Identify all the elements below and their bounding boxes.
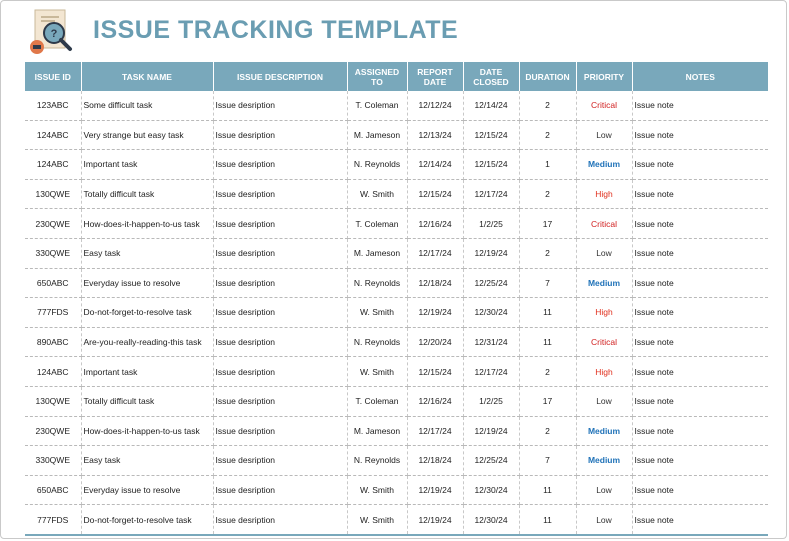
assigned-to-cell: T. Coleman: [347, 209, 407, 239]
duration-cell: 2: [519, 357, 576, 387]
date-closed-cell: 12/17/24: [463, 179, 519, 209]
duration-cell: 2: [519, 238, 576, 268]
issue-id-cell: 130QWE: [25, 179, 81, 209]
priority-cell: Medium: [576, 416, 632, 446]
assigned-to-cell: N. Reynolds: [347, 446, 407, 476]
table-row: [25, 91, 768, 120]
priority-cell: Low: [576, 120, 632, 150]
notes-cell: Issue note: [632, 446, 768, 476]
issue-description-cell: Issue desription: [213, 327, 347, 357]
assigned-to-cell: N. Reynolds: [347, 268, 407, 298]
task-name-cell: Are-you-really-reading-this task: [81, 327, 213, 357]
issue-description-cell: Issue desription: [213, 150, 347, 180]
issue-description-cell: Issue desription: [213, 475, 347, 505]
issue-id-cell: 124ABC: [25, 120, 81, 150]
priority-cell: Low: [576, 505, 632, 535]
priority-cell: High: [576, 357, 632, 387]
duration-cell: 2: [519, 120, 576, 150]
column-header: NOTES: [632, 62, 768, 91]
report-date-cell: 12/19/24: [407, 505, 463, 535]
date-closed-cell: 1/2/25: [463, 386, 519, 416]
date-closed-cell: 12/15/24: [463, 150, 519, 180]
table-row: [25, 238, 768, 268]
report-date-cell: 12/18/24: [407, 446, 463, 476]
task-name-cell: Do-not-forget-to-resolve task: [81, 505, 213, 535]
date-closed-cell: 12/31/24: [463, 327, 519, 357]
column-header: PRIORITY: [576, 62, 632, 91]
report-date-cell: 12/19/24: [407, 298, 463, 328]
notes-cell: Issue note: [632, 386, 768, 416]
issue-id-cell: 130QWE: [25, 386, 81, 416]
page-title: ISSUE TRACKING TEMPLATE: [93, 16, 459, 44]
date-closed-cell: 12/25/24: [463, 446, 519, 476]
column-header: TASK NAME: [81, 62, 213, 91]
table-row: [25, 475, 768, 505]
issue-description-cell: Issue desription: [213, 298, 347, 328]
priority-cell: Medium: [576, 268, 632, 298]
priority-cell: Low: [576, 386, 632, 416]
issue-table: [25, 62, 768, 536]
issue-id-cell: 777FDS: [25, 298, 81, 328]
issue-id-cell: 330QWE: [25, 238, 81, 268]
date-closed-cell: 12/25/24: [463, 268, 519, 298]
table-row: [25, 505, 768, 535]
duration-cell: 7: [519, 446, 576, 476]
task-name-cell: Easy task: [81, 238, 213, 268]
notes-cell: Issue note: [632, 120, 768, 150]
report-date-cell: 12/17/24: [407, 416, 463, 446]
notes-cell: Issue note: [632, 475, 768, 505]
report-date-cell: 12/16/24: [407, 209, 463, 239]
column-header: DATE CLOSED: [463, 62, 519, 91]
task-name-cell: Very strange but easy task: [81, 120, 213, 150]
issue-description-cell: Issue desription: [213, 238, 347, 268]
issue-description-cell: Issue desription: [213, 209, 347, 239]
column-header: ISSUE DESCRIPTION: [213, 62, 347, 91]
assigned-to-cell: M. Jameson: [347, 416, 407, 446]
report-date-cell: 12/18/24: [407, 268, 463, 298]
column-header: ASSIGNED TO: [347, 62, 407, 91]
table-row: [25, 150, 768, 180]
assigned-to-cell: M. Jameson: [347, 120, 407, 150]
report-date-cell: 12/17/24: [407, 238, 463, 268]
assigned-to-cell: N. Reynolds: [347, 327, 407, 357]
issue-id-cell: 124ABC: [25, 357, 81, 387]
date-closed-cell: 12/15/24: [463, 120, 519, 150]
duration-cell: 7: [519, 268, 576, 298]
duration-cell: 2: [519, 179, 576, 209]
date-closed-cell: 1/2/25: [463, 209, 519, 239]
assigned-to-cell: W. Smith: [347, 505, 407, 535]
issue-search-document-icon: [27, 7, 79, 57]
issue-id-cell: 230QWE: [25, 209, 81, 239]
task-name-cell: Everyday issue to resolve: [81, 475, 213, 505]
priority-cell: Medium: [576, 150, 632, 180]
assigned-to-cell: W. Smith: [347, 179, 407, 209]
notes-cell: Issue note: [632, 91, 768, 120]
issue-id-cell: 124ABC: [25, 150, 81, 180]
report-date-cell: 12/14/24: [407, 150, 463, 180]
issue-id-cell: 230QWE: [25, 416, 81, 446]
issue-id-cell: 123ABC: [25, 91, 81, 120]
issue-description-cell: Issue desription: [213, 505, 347, 535]
assigned-to-cell: W. Smith: [347, 298, 407, 328]
table-row: [25, 268, 768, 298]
priority-cell: Critical: [576, 91, 632, 120]
task-name-cell: Some difficult task: [81, 91, 213, 120]
task-name-cell: Do-not-forget-to-resolve task: [81, 298, 213, 328]
report-date-cell: 12/15/24: [407, 179, 463, 209]
duration-cell: 17: [519, 386, 576, 416]
issue-description-cell: Issue desription: [213, 91, 347, 120]
assigned-to-cell: W. Smith: [347, 475, 407, 505]
priority-cell: High: [576, 179, 632, 209]
duration-cell: 2: [519, 416, 576, 446]
table-row: [25, 357, 768, 387]
issue-description-cell: Issue desription: [213, 120, 347, 150]
task-name-cell: Totally difficult task: [81, 179, 213, 209]
task-name-cell: Totally difficult task: [81, 386, 213, 416]
assigned-to-cell: N. Reynolds: [347, 150, 407, 180]
table-row: [25, 120, 768, 150]
report-date-cell: 12/20/24: [407, 327, 463, 357]
priority-cell: Low: [576, 238, 632, 268]
duration-cell: 2: [519, 91, 576, 120]
task-name-cell: How-does-it-happen-to-us task: [81, 416, 213, 446]
priority-cell: Critical: [576, 209, 632, 239]
task-name-cell: Everyday issue to resolve: [81, 268, 213, 298]
issue-description-cell: Issue desription: [213, 446, 347, 476]
issue-description-cell: Issue desription: [213, 357, 347, 387]
table-body: [25, 91, 768, 535]
notes-cell: Issue note: [632, 179, 768, 209]
duration-cell: 11: [519, 327, 576, 357]
notes-cell: Issue note: [632, 268, 768, 298]
issue-id-cell: 777FDS: [25, 505, 81, 535]
duration-cell: 11: [519, 298, 576, 328]
issue-description-cell: Issue desription: [213, 416, 347, 446]
duration-cell: 11: [519, 505, 576, 535]
assigned-to-cell: T. Coleman: [347, 91, 407, 120]
table-header-row: [25, 62, 768, 91]
report-date-cell: 12/15/24: [407, 357, 463, 387]
issue-description-cell: Issue desription: [213, 386, 347, 416]
priority-cell: High: [576, 298, 632, 328]
notes-cell: Issue note: [632, 238, 768, 268]
notes-cell: Issue note: [632, 327, 768, 357]
report-date-cell: 12/16/24: [407, 386, 463, 416]
duration-cell: 1: [519, 150, 576, 180]
date-closed-cell: 12/30/24: [463, 505, 519, 535]
issue-id-cell: 330QWE: [25, 446, 81, 476]
table-row: [25, 446, 768, 476]
table-row: [25, 209, 768, 239]
issue-id-cell: 650ABC: [25, 475, 81, 505]
notes-cell: Issue note: [632, 298, 768, 328]
task-name-cell: How-does-it-happen-to-us task: [81, 209, 213, 239]
issue-id-cell: 650ABC: [25, 268, 81, 298]
date-closed-cell: 12/14/24: [463, 91, 519, 120]
assigned-to-cell: W. Smith: [347, 357, 407, 387]
notes-cell: Issue note: [632, 357, 768, 387]
report-date-cell: 12/19/24: [407, 475, 463, 505]
date-closed-cell: 12/19/24: [463, 416, 519, 446]
notes-cell: Issue note: [632, 505, 768, 535]
issue-description-cell: Issue desription: [213, 179, 347, 209]
date-closed-cell: 12/19/24: [463, 238, 519, 268]
column-header: ISSUE ID: [25, 62, 81, 91]
column-header: DURATION: [519, 62, 576, 91]
priority-cell: Critical: [576, 327, 632, 357]
priority-cell: Medium: [576, 446, 632, 476]
table-row: [25, 386, 768, 416]
table-row: [25, 179, 768, 209]
issue-id-cell: 890ABC: [25, 327, 81, 357]
report-date-cell: 12/12/24: [407, 91, 463, 120]
svg-text:?: ?: [50, 28, 58, 40]
assigned-to-cell: T. Coleman: [347, 386, 407, 416]
table-row: [25, 327, 768, 357]
notes-cell: Issue note: [632, 416, 768, 446]
assigned-to-cell: M. Jameson: [347, 238, 407, 268]
notes-cell: Issue note: [632, 150, 768, 180]
issue-description-cell: Issue desription: [213, 268, 347, 298]
report-date-cell: 12/13/24: [407, 120, 463, 150]
task-name-cell: Important task: [81, 357, 213, 387]
table-row: [25, 298, 768, 328]
task-name-cell: Easy task: [81, 446, 213, 476]
duration-cell: 17: [519, 209, 576, 239]
priority-cell: Low: [576, 475, 632, 505]
notes-cell: Issue note: [632, 209, 768, 239]
date-closed-cell: 12/30/24: [463, 475, 519, 505]
table-row: [25, 416, 768, 446]
column-header: REPORT DATE: [407, 62, 463, 91]
task-name-cell: Important task: [81, 150, 213, 180]
date-closed-cell: 12/17/24: [463, 357, 519, 387]
date-closed-cell: 12/30/24: [463, 298, 519, 328]
duration-cell: 11: [519, 475, 576, 505]
